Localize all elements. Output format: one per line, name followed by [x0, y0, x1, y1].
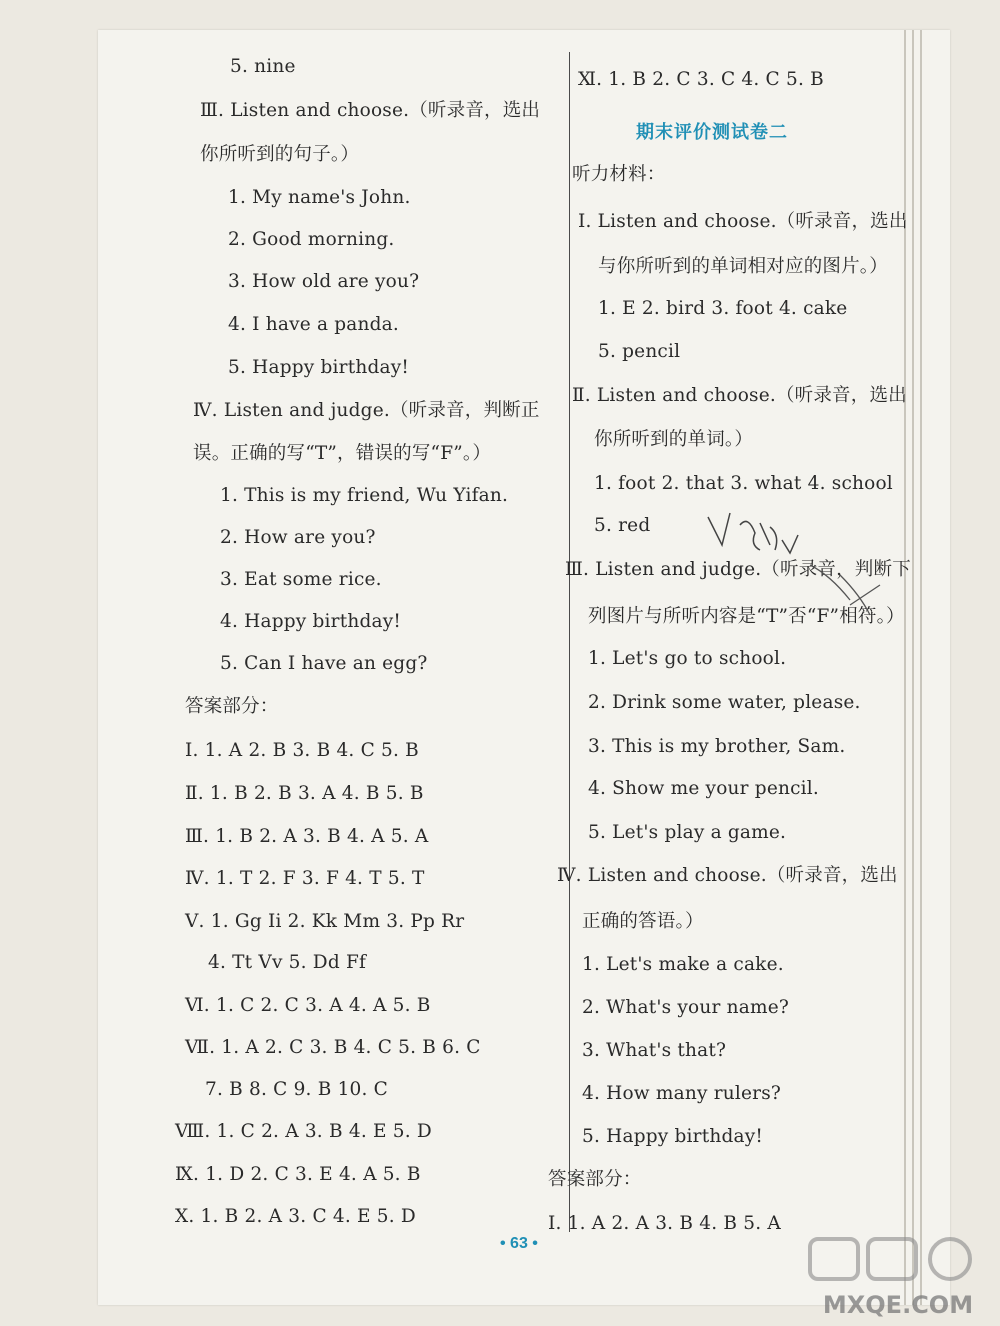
text-line: 3. How old are you?	[228, 271, 420, 292]
answer-line: Ⅱ. 1. B 2. B 3. A 4. B 5. B	[185, 783, 424, 804]
text-line: 5. Happy birthday!	[582, 1126, 764, 1147]
answer-line: 7. B 8. C 9. B 10. C	[205, 1079, 389, 1100]
text-line: Ⅲ. Listen and judge.（听录音，判断下	[565, 559, 911, 580]
answer-line: Ⅵ. 1. C 2. C 3. A 4. A 5. B	[185, 995, 431, 1016]
text-line: 4. How many rulers?	[582, 1083, 782, 1104]
svg-text:MXQE.COM: MXQE.COM	[822, 1291, 974, 1319]
answer-line: Ⅷ. 1. C 2. A 3. B 4. E 5. D	[175, 1121, 432, 1142]
text-line: Ⅰ. Listen and choose.（听录音，选出	[578, 211, 908, 232]
text-line: 3. This is my brother, Sam.	[588, 736, 846, 757]
column-divider	[569, 52, 570, 1232]
section-heading: 听力材料：	[572, 164, 666, 185]
text-line: 4. Happy birthday!	[220, 611, 402, 632]
text-line: 你所听到的单词。）	[594, 429, 754, 450]
answer-line: Ⅺ. 1. B 2. C 3. C 4. C 5. B	[578, 69, 824, 90]
text-line: 5. red	[594, 515, 651, 536]
text-line: 2. How are you?	[220, 527, 376, 548]
answer-line: Ⅹ. 1. B 2. A 3. C 4. E 5. D	[175, 1206, 416, 1227]
text-line: 4. Show me your pencil.	[588, 778, 819, 799]
text-line: 与你所听到的单词相对应的图片。）	[598, 256, 888, 277]
answer-line: Ⅰ. 1. A 2. A 3. B 4. B 5. A	[548, 1213, 781, 1234]
text-line: 误。正确的写“T”，错误的写“F”。）	[193, 443, 492, 464]
text-line: Ⅳ. Listen and judge.（听录音，判断正	[193, 400, 540, 421]
answer-line: Ⅰ. 1. A 2. B 3. B 4. C 5. B	[185, 740, 419, 761]
text-line: 2. Good morning.	[228, 229, 395, 250]
text-line: 4. I have a panda.	[228, 314, 399, 335]
section-heading: 答案部分：	[185, 696, 279, 717]
text-line: 3. What's that?	[582, 1040, 727, 1061]
text-line: 5. nine	[230, 56, 296, 77]
answer-line: 4. Tt Vv 5. Dd Ff	[208, 952, 367, 973]
text-line: Ⅱ. Listen and choose.（听录音，选出	[572, 385, 907, 406]
text-line: Ⅳ. Listen and choose.（听录音，选出	[557, 865, 898, 886]
answer-line: Ⅸ. 1. D 2. C 3. E 4. A 5. B	[175, 1164, 421, 1185]
text-line: Ⅲ. Listen and choose.（听录音，选出	[200, 100, 541, 121]
answer-line: Ⅲ. 1. B 2. A 3. B 4. A 5. A	[185, 826, 429, 847]
text-line: 5. pencil	[598, 341, 681, 362]
section-heading: 答案部分：	[548, 1169, 642, 1190]
text-line: 5. Can I have an egg?	[220, 653, 428, 674]
handwriting-scribble	[700, 505, 910, 625]
answer-line: Ⅴ. 1. Gg Ii 2. Kk Mm 3. Pp Rr	[185, 911, 465, 932]
text-line: 2. Drink some water, please.	[588, 692, 861, 713]
text-line: 1. Let's go to school.	[588, 648, 787, 669]
page-edge-line	[912, 30, 914, 1305]
text-line: 2. What's your name?	[582, 997, 789, 1018]
text-line: 1. E 2. bird 3. foot 4. cake	[598, 298, 848, 319]
watermark-logo	[800, 1235, 995, 1323]
answer-line: Ⅳ. 1. T 2. F 3. F 4. T 5. T	[185, 868, 425, 889]
text-line: 正确的答语。）	[582, 911, 704, 932]
section-title: 期末评价测试卷二	[636, 122, 788, 143]
text-line: 3. Eat some rice.	[220, 569, 382, 590]
text-line: 1. This is my friend, Wu Yifan.	[220, 485, 509, 506]
page-edge-line	[920, 30, 922, 1305]
text-line: 1. My name's John.	[228, 187, 411, 208]
answer-line: Ⅶ. 1. A 2. C 3. B 4. C 5. B 6. C	[185, 1037, 481, 1058]
text-line: 1. Let's make a cake.	[582, 954, 784, 975]
text-line: 1. foot 2. that 3. what 4. school	[594, 473, 893, 494]
text-line: 你所听到的句子。）	[200, 144, 360, 165]
text-line: 5. Let's play a game.	[588, 822, 787, 843]
page-number: • 63 •	[500, 1235, 538, 1252]
text-line: 列图片与所听内容是“T”否“F”相符。）	[588, 606, 905, 627]
text-line: 5. Happy birthday!	[228, 357, 410, 378]
